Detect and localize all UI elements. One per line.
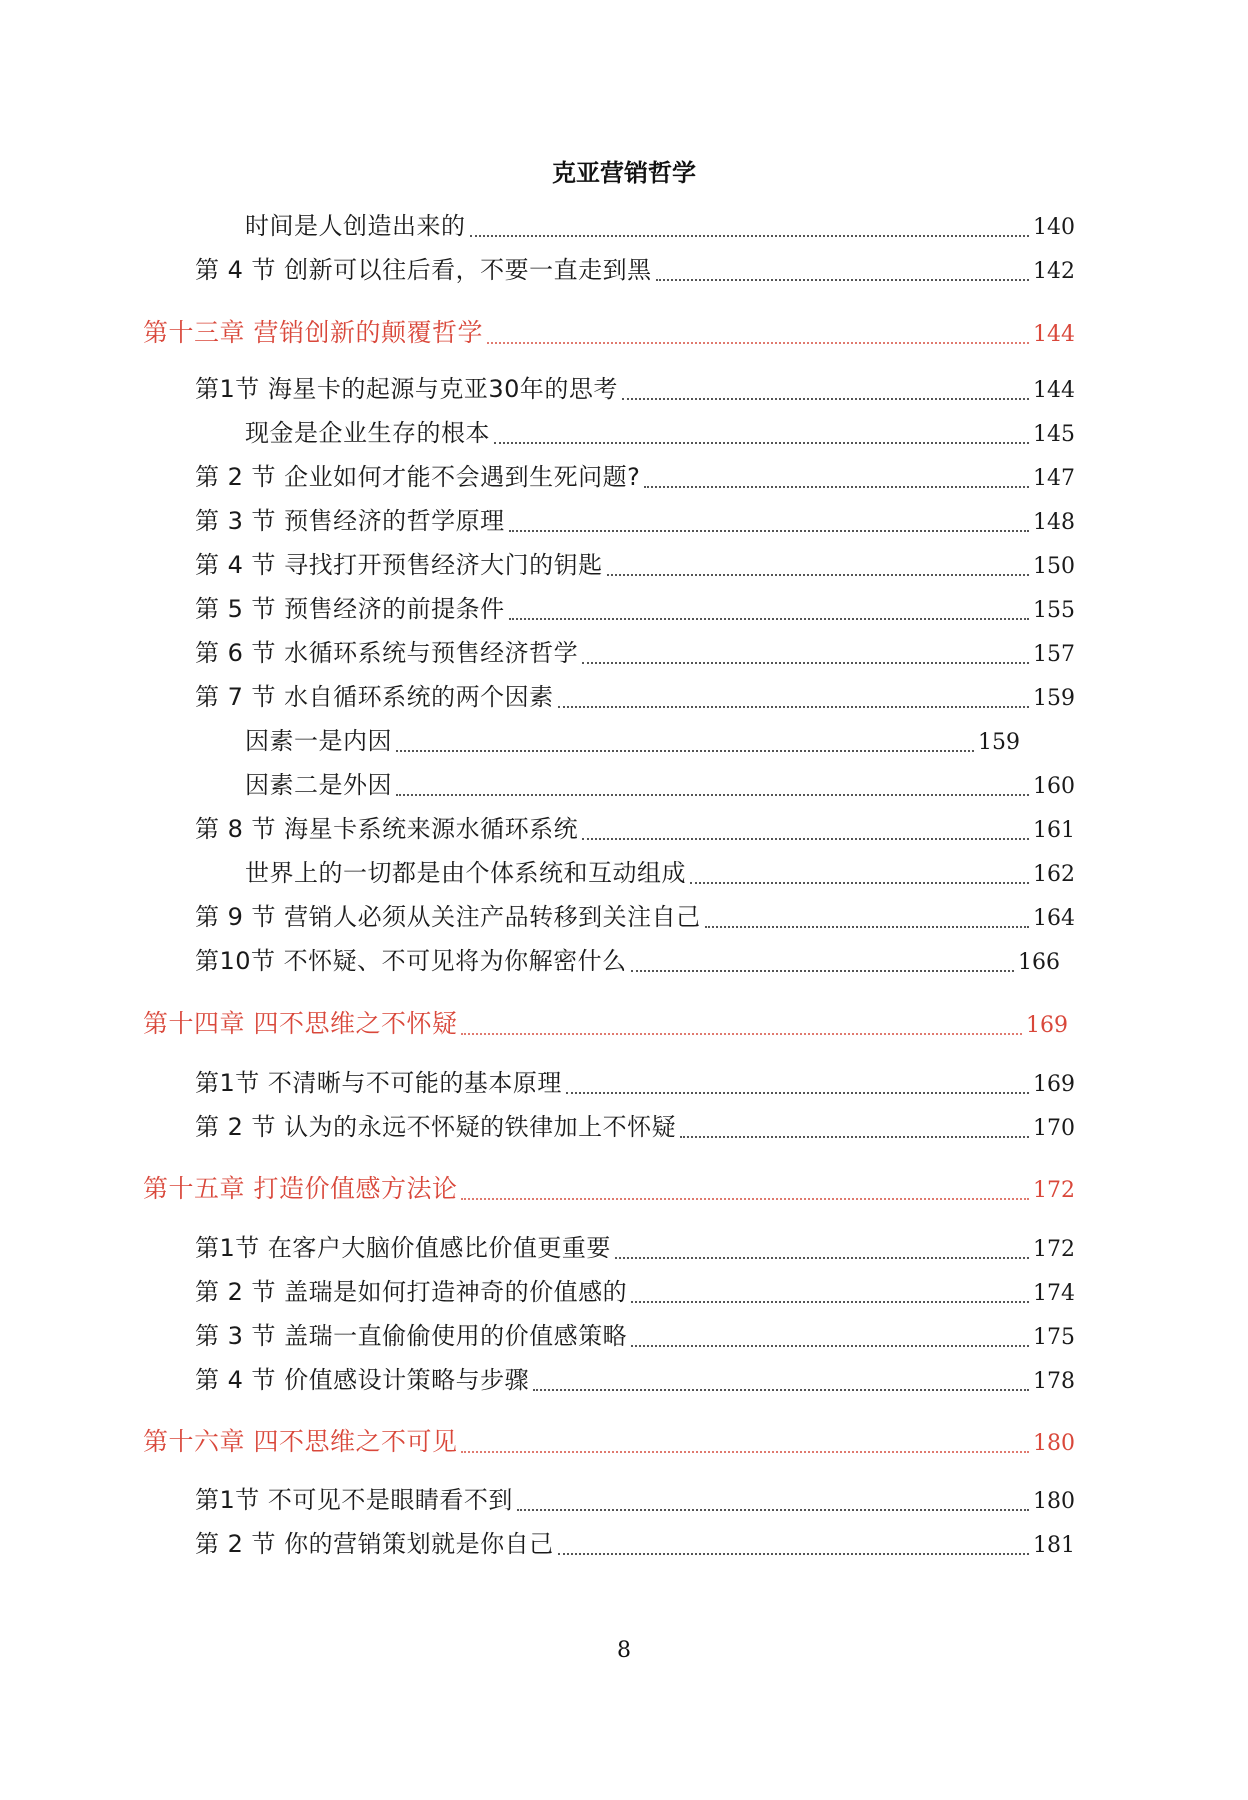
toc-entry-page: 180 <box>1033 1489 1075 1514</box>
toc-leader-dots <box>690 882 1029 884</box>
toc-chapter-page: 144 <box>1033 322 1075 347</box>
toc-leader-dots <box>517 1509 1029 1511</box>
toc-section-entry[interactable] <box>195 679 1075 715</box>
toc-chapter-page: 180 <box>1033 1431 1075 1456</box>
toc-section-entry[interactable] <box>195 1318 1075 1354</box>
toc-entry-label: 第 4 节 价值感设计策略与步骤 <box>195 1366 530 1394</box>
toc-section-entry[interactable] <box>195 591 1075 627</box>
toc-section-entry[interactable] <box>195 1482 1075 1518</box>
toc-entry-label: 第 3 节 盖瑞一直偷偷使用的价值感策略 <box>195 1322 628 1350</box>
toc-leader-dots <box>615 1257 1029 1259</box>
toc-entry-label: 因素二是外因 <box>245 771 392 799</box>
toc-entry-label: 时间是人创造出来的 <box>245 212 466 240</box>
toc-entry-page: 142 <box>1033 259 1075 284</box>
toc-section-entry[interactable] <box>195 1109 1075 1145</box>
toc-entry-page: 157 <box>1033 642 1075 667</box>
toc-subentry[interactable] <box>245 767 1075 803</box>
toc-subentry[interactable] <box>245 855 1075 891</box>
toc-section-entry[interactable] <box>195 1065 1075 1101</box>
toc-section-entry[interactable] <box>195 252 1075 288</box>
toc-chapter-entry[interactable] <box>143 1006 1068 1042</box>
toc-entry-page: 140 <box>1033 215 1075 240</box>
toc-entry-label: 第10节 不怀疑、不可见将为你解密什么 <box>195 947 627 975</box>
toc-entry-label: 第 8 节 海星卡系统来源水循环系统 <box>195 815 579 843</box>
toc-entry-page: 174 <box>1033 1281 1075 1306</box>
toc-entry-label: 第 4 节 寻找打开预售经济大门的钥匙 <box>195 551 603 579</box>
toc-entry-page: 162 <box>1033 862 1075 887</box>
toc-leader-dots <box>582 662 1029 664</box>
toc-leader-dots <box>470 235 1030 237</box>
toc-entry-label: 第1节 海星卡的起源与克亚30年的思考 <box>195 375 618 403</box>
toc-entry-label: 第 6 节 水循环系统与预售经济哲学 <box>195 639 579 667</box>
toc-entry-page: 155 <box>1033 598 1075 623</box>
toc-leader-dots <box>566 1092 1029 1094</box>
toc-leader-dots <box>607 574 1029 576</box>
toc-entry-page: 159 <box>1033 686 1075 711</box>
toc-entry-label: 第 5 节 预售经济的前提条件 <box>195 595 505 623</box>
toc-leader-dots <box>461 1033 1022 1035</box>
toc-subentry[interactable] <box>245 208 1075 244</box>
toc-entry-page: 160 <box>1033 774 1075 799</box>
toc-chapter-entry[interactable] <box>143 1171 1075 1207</box>
toc-chapter-page: 172 <box>1033 1178 1075 1203</box>
toc-section-entry[interactable] <box>195 371 1075 407</box>
toc-leader-dots <box>644 486 1029 488</box>
toc-chapter-label: 第十六章 四不思维之不可见 <box>143 1427 458 1456</box>
toc-entry-page: 170 <box>1033 1116 1075 1141</box>
toc-entry-label: 第 9 节 营销人必须从关注产品转移到关注自己 <box>195 903 701 931</box>
toc-section-entry[interactable] <box>195 635 1075 671</box>
toc-entry-page: 145 <box>1033 422 1075 447</box>
toc-chapter-label: 第十四章 四不思维之不怀疑 <box>143 1009 458 1038</box>
toc-leader-dots <box>631 1301 1029 1303</box>
toc-chapter-entry[interactable] <box>143 315 1075 351</box>
toc-subentry[interactable] <box>245 723 1020 759</box>
toc-section-entry[interactable] <box>195 811 1075 847</box>
toc-leader-dots <box>656 279 1029 281</box>
toc-leader-dots <box>509 618 1029 620</box>
toc-chapter-page: 169 <box>1026 1013 1068 1038</box>
toc-entry-page: 159 <box>978 730 1020 755</box>
toc-leader-dots <box>680 1136 1029 1138</box>
toc-entry-label: 第 2 节 你的营销策划就是你自己 <box>195 1530 554 1558</box>
toc-leader-dots <box>558 706 1029 708</box>
toc-section-entry[interactable] <box>195 1526 1075 1562</box>
toc-leader-dots <box>582 838 1029 840</box>
toc-leader-dots <box>631 970 1014 972</box>
toc-entry-page: 178 <box>1033 1369 1075 1394</box>
toc-entry-page: 161 <box>1033 818 1075 843</box>
toc-entry-label: 第1节 在客户大脑价值感比价值更重要 <box>195 1234 611 1262</box>
toc-leader-dots <box>396 794 1029 796</box>
toc-chapter-label: 第十五章 打造价值感方法论 <box>143 1174 458 1203</box>
toc-entry-label: 第 3 节 预售经济的哲学原理 <box>195 507 505 535</box>
toc-entry-page: 175 <box>1033 1325 1075 1350</box>
toc-leader-dots <box>705 926 1029 928</box>
toc-leader-dots <box>461 1451 1029 1453</box>
toc-section-entry[interactable] <box>195 1230 1075 1266</box>
toc-entry-label: 现金是企业生存的根本 <box>245 419 490 447</box>
toc-entry-page: 166 <box>1018 950 1060 975</box>
toc-section-entry[interactable] <box>195 503 1075 539</box>
toc-chapter-entry[interactable] <box>143 1424 1075 1460</box>
toc-section-entry[interactable] <box>195 459 1075 495</box>
toc-leader-dots <box>461 1198 1029 1200</box>
toc-entry-page: 169 <box>1033 1072 1075 1097</box>
toc-leader-dots <box>509 530 1029 532</box>
toc-leader-dots <box>622 398 1029 400</box>
toc-entry-label: 因素一是内因 <box>245 727 392 755</box>
toc-leader-dots <box>396 750 974 752</box>
toc-entry-page: 181 <box>1033 1533 1075 1558</box>
toc-leader-dots <box>558 1553 1029 1555</box>
toc-entry-label: 第 7 节 水自循环系统的两个因素 <box>195 683 554 711</box>
toc-entry-label: 第1节 不可见不是眼睛看不到 <box>195 1486 513 1514</box>
toc-entry-page: 150 <box>1033 554 1075 579</box>
toc-leader-dots <box>487 342 1029 344</box>
toc-section-entry[interactable] <box>195 1274 1075 1310</box>
toc-entry-page: 144 <box>1033 378 1075 403</box>
toc-entry-page: 147 <box>1033 466 1075 491</box>
toc-section-entry[interactable] <box>195 943 1060 979</box>
toc-section-entry[interactable] <box>195 547 1075 583</box>
toc-section-entry[interactable] <box>195 1362 1075 1398</box>
toc-section-entry[interactable] <box>195 899 1075 935</box>
toc-entry-label: 第 2 节 企业如何才能不会遇到生死问题? <box>195 463 641 491</box>
toc-entry-page: 164 <box>1033 906 1075 931</box>
toc-entry-page: 172 <box>1033 1237 1075 1262</box>
toc-leader-dots <box>533 1389 1029 1391</box>
toc-entry-label: 第 2 节 盖瑞是如何打造神奇的价值感的 <box>195 1278 628 1306</box>
toc-entry-label: 世界上的一切都是由个体系统和互动组成 <box>245 859 686 887</box>
toc-leader-dots <box>631 1345 1029 1347</box>
toc-entry-label: 第 4 节 创新可以往后看，不要一直走到黑 <box>195 256 652 284</box>
toc-entry-label: 第 2 节 认为的永远不怀疑的铁律加上不怀疑 <box>195 1113 677 1141</box>
toc-leader-dots <box>494 442 1029 444</box>
toc-chapter-label: 第十三章 营销创新的颠覆哲学 <box>143 318 483 347</box>
toc-entry-label: 第1节 不清晰与不可能的基本原理 <box>195 1069 562 1097</box>
page-number: 8 <box>617 1638 631 1663</box>
toc-entry-page: 148 <box>1033 510 1075 535</box>
page-header-title: 克亚营销哲学 <box>552 159 696 187</box>
toc-subentry[interactable] <box>245 415 1075 451</box>
